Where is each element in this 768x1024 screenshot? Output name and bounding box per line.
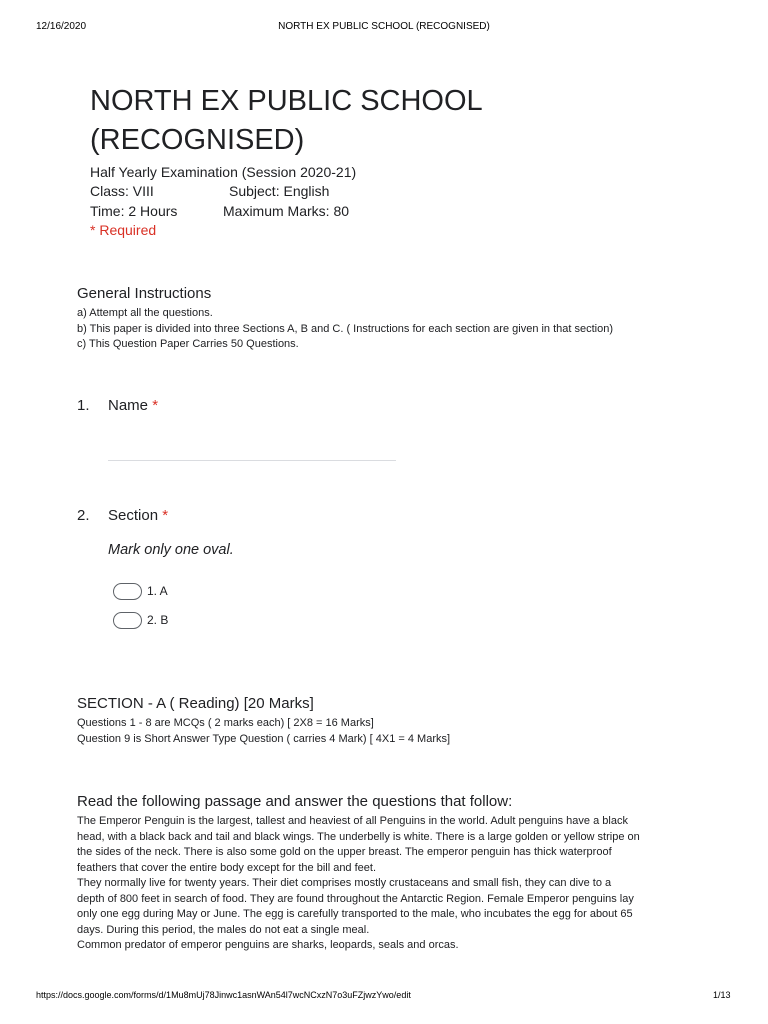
question-number: 1.: [77, 397, 90, 414]
max-marks-info: Maximum Marks: 80: [223, 203, 350, 219]
exam-name: Half Yearly Examination (Session 2020-21): [90, 164, 357, 180]
required-note: * Required: [90, 222, 157, 238]
question-number: 2.: [77, 507, 90, 524]
passage-line: head, with a black back and tail and black wings. The underbelly is white. There is a large golden or yellow stripe on: [77, 830, 640, 843]
option-b-label: 2. B: [147, 613, 169, 627]
required-asterisk: *: [152, 397, 159, 414]
time-info: Time: 2 Hours: [90, 203, 178, 219]
question-title-section: Section *: [108, 507, 169, 524]
name-input[interactable]: [108, 460, 396, 461]
passage-line: feathers that cover the entire body except for the bill and feet.: [77, 861, 377, 874]
general-instructions-heading: General Instructions: [77, 285, 212, 302]
passage-line: the sides of the neck. There is also some gold on the upper breast. The emperor penguin has thick waterproof: [77, 846, 612, 858]
print-title: NORTH EX PUBLIC SCHOOL (RECOGNISED): [278, 21, 490, 32]
class-info: Class: VIII: [90, 183, 154, 199]
instruction-item: c) This Question Paper Carries 50 Questions.: [77, 338, 299, 350]
page-number: 1/13: [713, 990, 731, 1000]
instruction-item: a) Attempt all the questions.: [77, 307, 213, 319]
passage-line: only one egg during May or June. The egg is carefully transported to the male, who incubates the egg for about 65: [77, 908, 633, 920]
option-b-radio[interactable]: [113, 612, 142, 629]
option-a-radio[interactable]: [113, 583, 142, 600]
footer-url: https://docs.google.com/forms/d/1Mu8mUj78Jinwc1asnWAn54l7wcNCxzN7o3uFZjwzYwo/edit: [36, 990, 411, 1000]
section-a-line: Question 9 is Short Answer Type Question ( carries 4 Mark) [ 4X1 = 4 Marks]: [77, 733, 451, 745]
print-date: 12/16/2020: [36, 21, 87, 32]
required-asterisk: *: [162, 507, 169, 524]
passage-heading: Read the following passage and answer the questions that follow:: [77, 793, 513, 810]
passage-body: [77, 814, 640, 954]
subject-info: Subject: English: [229, 183, 330, 199]
form-title-line1: NORTH EX PUBLIC SCHOOL: [90, 85, 483, 117]
passage-line: Common predator of emperor penguins are sharks, leopards, seals and orcas.: [77, 939, 459, 951]
passage-line: depth of 800 feet in search of food. They are found throughout the Antarctic Region. Female Emperor penguins lay: [77, 892, 634, 905]
question-title-name: Name *: [108, 397, 159, 414]
form-title-line2: (RECOGNISED): [90, 124, 305, 156]
question-hint: Mark only one oval.: [108, 542, 234, 558]
option-a-label: 1. A: [147, 584, 168, 598]
section-a-heading: SECTION - A ( Reading) [20 Marks]: [77, 695, 314, 712]
passage-line: They normally live for twenty years. Their diet comprises mostly crustaceans and small fish, they can dive to a: [77, 877, 612, 889]
passage-line: days. During this period, the males do not eat a single meal.: [77, 923, 370, 936]
passage-line: The Emperor Penguin is the largest, tallest and heaviest of all Penguins in the world. Adult penguins have a black: [77, 815, 628, 827]
instruction-item: b) This paper is divided into three Sections A, B and C. ( Instructions for each section are given in that section): [77, 323, 614, 335]
section-a-line: Questions 1 - 8 are MCQs ( 2 marks each) [ 2X8 = 16 Marks]: [77, 717, 374, 729]
